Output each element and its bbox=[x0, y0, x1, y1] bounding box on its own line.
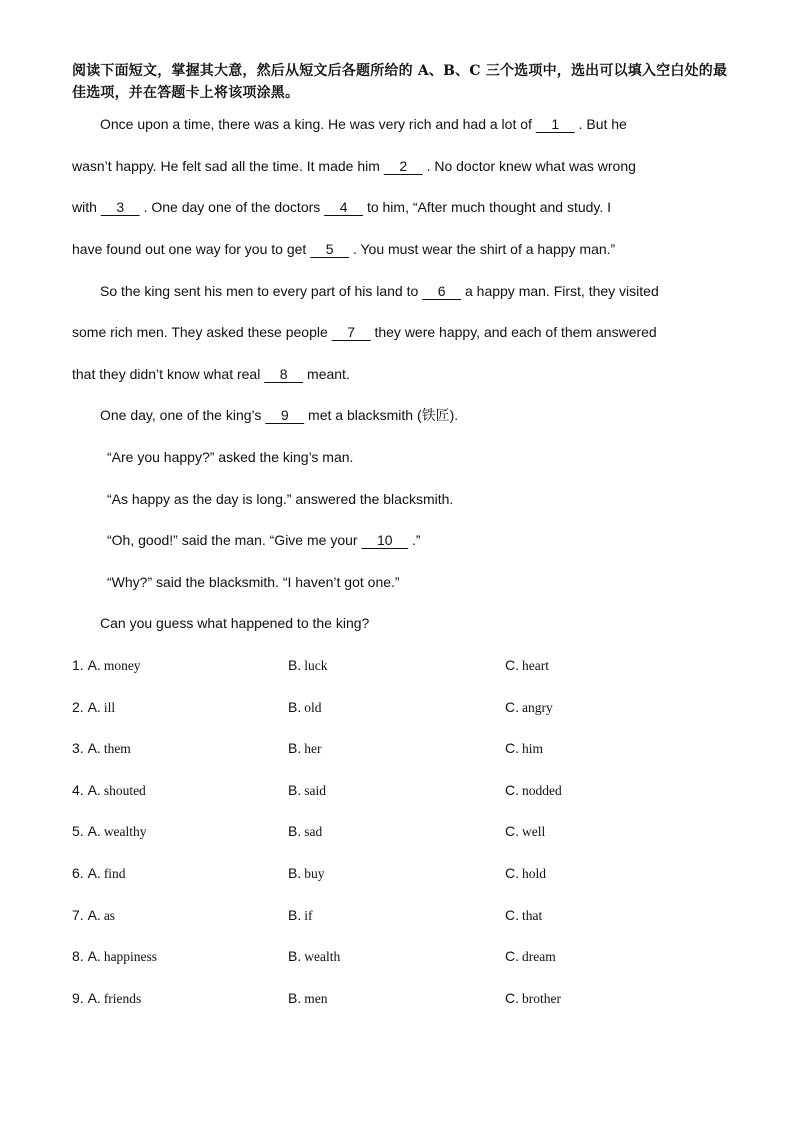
question-number: 2. bbox=[72, 699, 84, 715]
question-number: 6. bbox=[72, 865, 84, 881]
option-letter: B. bbox=[288, 740, 302, 756]
question-number: 9. bbox=[72, 990, 84, 1006]
option-letter: C. bbox=[505, 907, 519, 923]
option-letter: A. bbox=[87, 740, 101, 756]
question-options-row bbox=[72, 655, 732, 675]
option-word: shouted bbox=[103, 783, 146, 798]
option-a[interactable] bbox=[72, 946, 157, 967]
option-b[interactable] bbox=[288, 780, 326, 801]
option-word: money bbox=[103, 658, 141, 673]
option-a[interactable] bbox=[72, 863, 126, 884]
option-letter: A. bbox=[87, 657, 101, 673]
option-letter: B. bbox=[288, 823, 302, 839]
option-letter: B. bbox=[288, 657, 302, 673]
option-word: find bbox=[103, 866, 126, 881]
option-word: said bbox=[304, 783, 326, 798]
option-c[interactable] bbox=[505, 946, 556, 967]
question-options-row bbox=[72, 697, 732, 717]
option-word: ill bbox=[103, 700, 116, 715]
blank-2[interactable]: 2 bbox=[383, 158, 423, 174]
question-options-row bbox=[72, 905, 732, 925]
option-b[interactable] bbox=[288, 905, 312, 926]
option-letter: B. bbox=[288, 782, 302, 798]
option-letter: A. bbox=[87, 948, 101, 964]
option-c[interactable] bbox=[505, 697, 553, 718]
passage-line-2: wasn’t happy. He felt sad all the time. It made him 2 . No doctor knew what was wrong bbox=[72, 158, 636, 174]
option-letter: B. bbox=[288, 907, 302, 923]
option-word: if bbox=[304, 908, 313, 923]
question-number: 7. bbox=[72, 907, 84, 923]
option-b[interactable] bbox=[288, 946, 340, 967]
question-options-row bbox=[72, 780, 732, 800]
passage-line-6: some rich men. They asked these people 7 they were happy, and each of them answered bbox=[72, 324, 657, 340]
option-c[interactable] bbox=[505, 780, 562, 801]
passage-line-1: Once upon a time, there was a king. He was very rich and had a lot of 1 . But he bbox=[100, 116, 627, 132]
option-letter: A. bbox=[87, 699, 101, 715]
blank-7[interactable]: 7 bbox=[331, 324, 371, 340]
blank-4[interactable]: 4 bbox=[324, 199, 364, 215]
passage-line-4: have found out one way for you to get 5 . You must wear the shirt of a happy man.” bbox=[72, 241, 616, 257]
blank-1[interactable]: 1 bbox=[535, 116, 575, 132]
option-letter: A. bbox=[87, 865, 101, 881]
option-word: luck bbox=[304, 658, 328, 673]
option-word: as bbox=[103, 908, 116, 923]
option-a[interactable] bbox=[72, 655, 141, 676]
option-letter: B. bbox=[288, 865, 302, 881]
option-letter: C. bbox=[505, 990, 519, 1006]
option-letter: A. bbox=[87, 823, 101, 839]
option-c[interactable] bbox=[505, 988, 561, 1009]
option-word: them bbox=[103, 741, 131, 756]
option-letter: C. bbox=[505, 948, 519, 964]
option-word: friends bbox=[103, 991, 142, 1006]
option-letter: C. bbox=[505, 699, 519, 715]
option-a[interactable] bbox=[72, 738, 131, 759]
option-word: her bbox=[304, 741, 322, 756]
option-letter: C. bbox=[505, 865, 519, 881]
option-a[interactable] bbox=[72, 821, 147, 842]
blank-9[interactable]: 9 bbox=[265, 407, 305, 423]
dialogue-line-3: “Oh, good!” said the man. “Give me your 10 .” bbox=[107, 532, 421, 548]
question-number: 1. bbox=[72, 657, 84, 673]
passage-line-5: So the king sent his men to every part of his land to 6 a happy man. First, they visited bbox=[100, 283, 659, 299]
instruction-text: 阅读下面短文，掌握其大意，然后从短文后各题所给的 A、B、C 三个选项中，选出可以填入空白处的最佳选项，并在答题卡上将该项涂黑。 bbox=[72, 63, 728, 101]
option-a[interactable] bbox=[72, 988, 141, 1009]
option-word: nodded bbox=[522, 783, 562, 798]
option-letter: B. bbox=[288, 990, 302, 1006]
option-c[interactable] bbox=[505, 821, 545, 842]
option-c[interactable] bbox=[505, 905, 542, 926]
option-word: him bbox=[522, 741, 544, 756]
option-word: well bbox=[522, 824, 546, 839]
option-b[interactable] bbox=[288, 738, 321, 759]
question-options-row bbox=[72, 863, 732, 883]
option-letter: C. bbox=[505, 657, 519, 673]
passage-line-7: that they didn’t know what real 8 meant. bbox=[72, 366, 350, 382]
blank-8[interactable]: 8 bbox=[264, 366, 304, 382]
question-number: 3. bbox=[72, 740, 84, 756]
option-letter: A. bbox=[87, 782, 101, 798]
option-b[interactable] bbox=[288, 863, 324, 884]
option-a[interactable] bbox=[72, 905, 115, 926]
question-number: 8. bbox=[72, 948, 84, 964]
blank-3[interactable]: 3 bbox=[100, 199, 140, 215]
option-c[interactable] bbox=[505, 863, 546, 884]
dialogue-line-1: “Are you happy?” asked the king’s man. bbox=[107, 449, 354, 465]
option-letter: B. bbox=[288, 699, 302, 715]
blank-6[interactable]: 6 bbox=[422, 283, 462, 299]
option-a[interactable] bbox=[72, 697, 115, 718]
option-word: brother bbox=[522, 991, 561, 1006]
question-number: 4. bbox=[72, 782, 84, 798]
option-word: hold bbox=[522, 866, 547, 881]
closing-question: Can you guess what happened to the king? bbox=[100, 615, 370, 631]
option-word: buy bbox=[304, 866, 325, 881]
option-b[interactable] bbox=[288, 821, 322, 842]
option-word: wealthy bbox=[103, 824, 147, 839]
option-word: sad bbox=[304, 824, 323, 839]
option-letter: C. bbox=[505, 740, 519, 756]
question-options-row bbox=[72, 988, 732, 1008]
option-b[interactable] bbox=[288, 988, 327, 1009]
passage-line-3: with 3 . One day one of the doctors 4 to him, “After much thought and study. I bbox=[72, 199, 612, 215]
option-letter: A. bbox=[87, 907, 101, 923]
option-word: old bbox=[304, 700, 322, 715]
option-b[interactable] bbox=[288, 697, 322, 718]
option-letter: C. bbox=[505, 823, 519, 839]
option-letter: B. bbox=[288, 948, 302, 964]
option-word: men bbox=[304, 991, 328, 1006]
option-a[interactable] bbox=[72, 780, 146, 801]
option-c[interactable] bbox=[505, 655, 549, 676]
option-word: wealth bbox=[304, 949, 341, 964]
option-letter: A. bbox=[87, 990, 101, 1006]
option-word: angry bbox=[522, 700, 553, 715]
option-letter: C. bbox=[505, 782, 519, 798]
blank-10[interactable]: 10 bbox=[361, 532, 409, 548]
question-number: 5. bbox=[72, 823, 84, 839]
dialogue-line-2: “As happy as the day is long.” answered the blacksmith. bbox=[107, 491, 454, 507]
blank-5[interactable]: 5 bbox=[310, 241, 350, 257]
question-options-row bbox=[72, 946, 732, 966]
dialogue-line-4: “Why?” said the blacksmith. “I haven’t got one.” bbox=[107, 574, 400, 590]
option-b[interactable] bbox=[288, 655, 327, 676]
option-word: that bbox=[522, 908, 543, 923]
option-word: happiness bbox=[103, 949, 158, 964]
option-c[interactable] bbox=[505, 738, 543, 759]
passage-line-8: One day, one of the king’s 9 met a blacksmith (铁匠). bbox=[100, 407, 459, 423]
option-word: heart bbox=[522, 658, 549, 673]
question-options-row bbox=[72, 821, 732, 841]
option-word: dream bbox=[522, 949, 556, 964]
question-options-row bbox=[72, 738, 732, 758]
